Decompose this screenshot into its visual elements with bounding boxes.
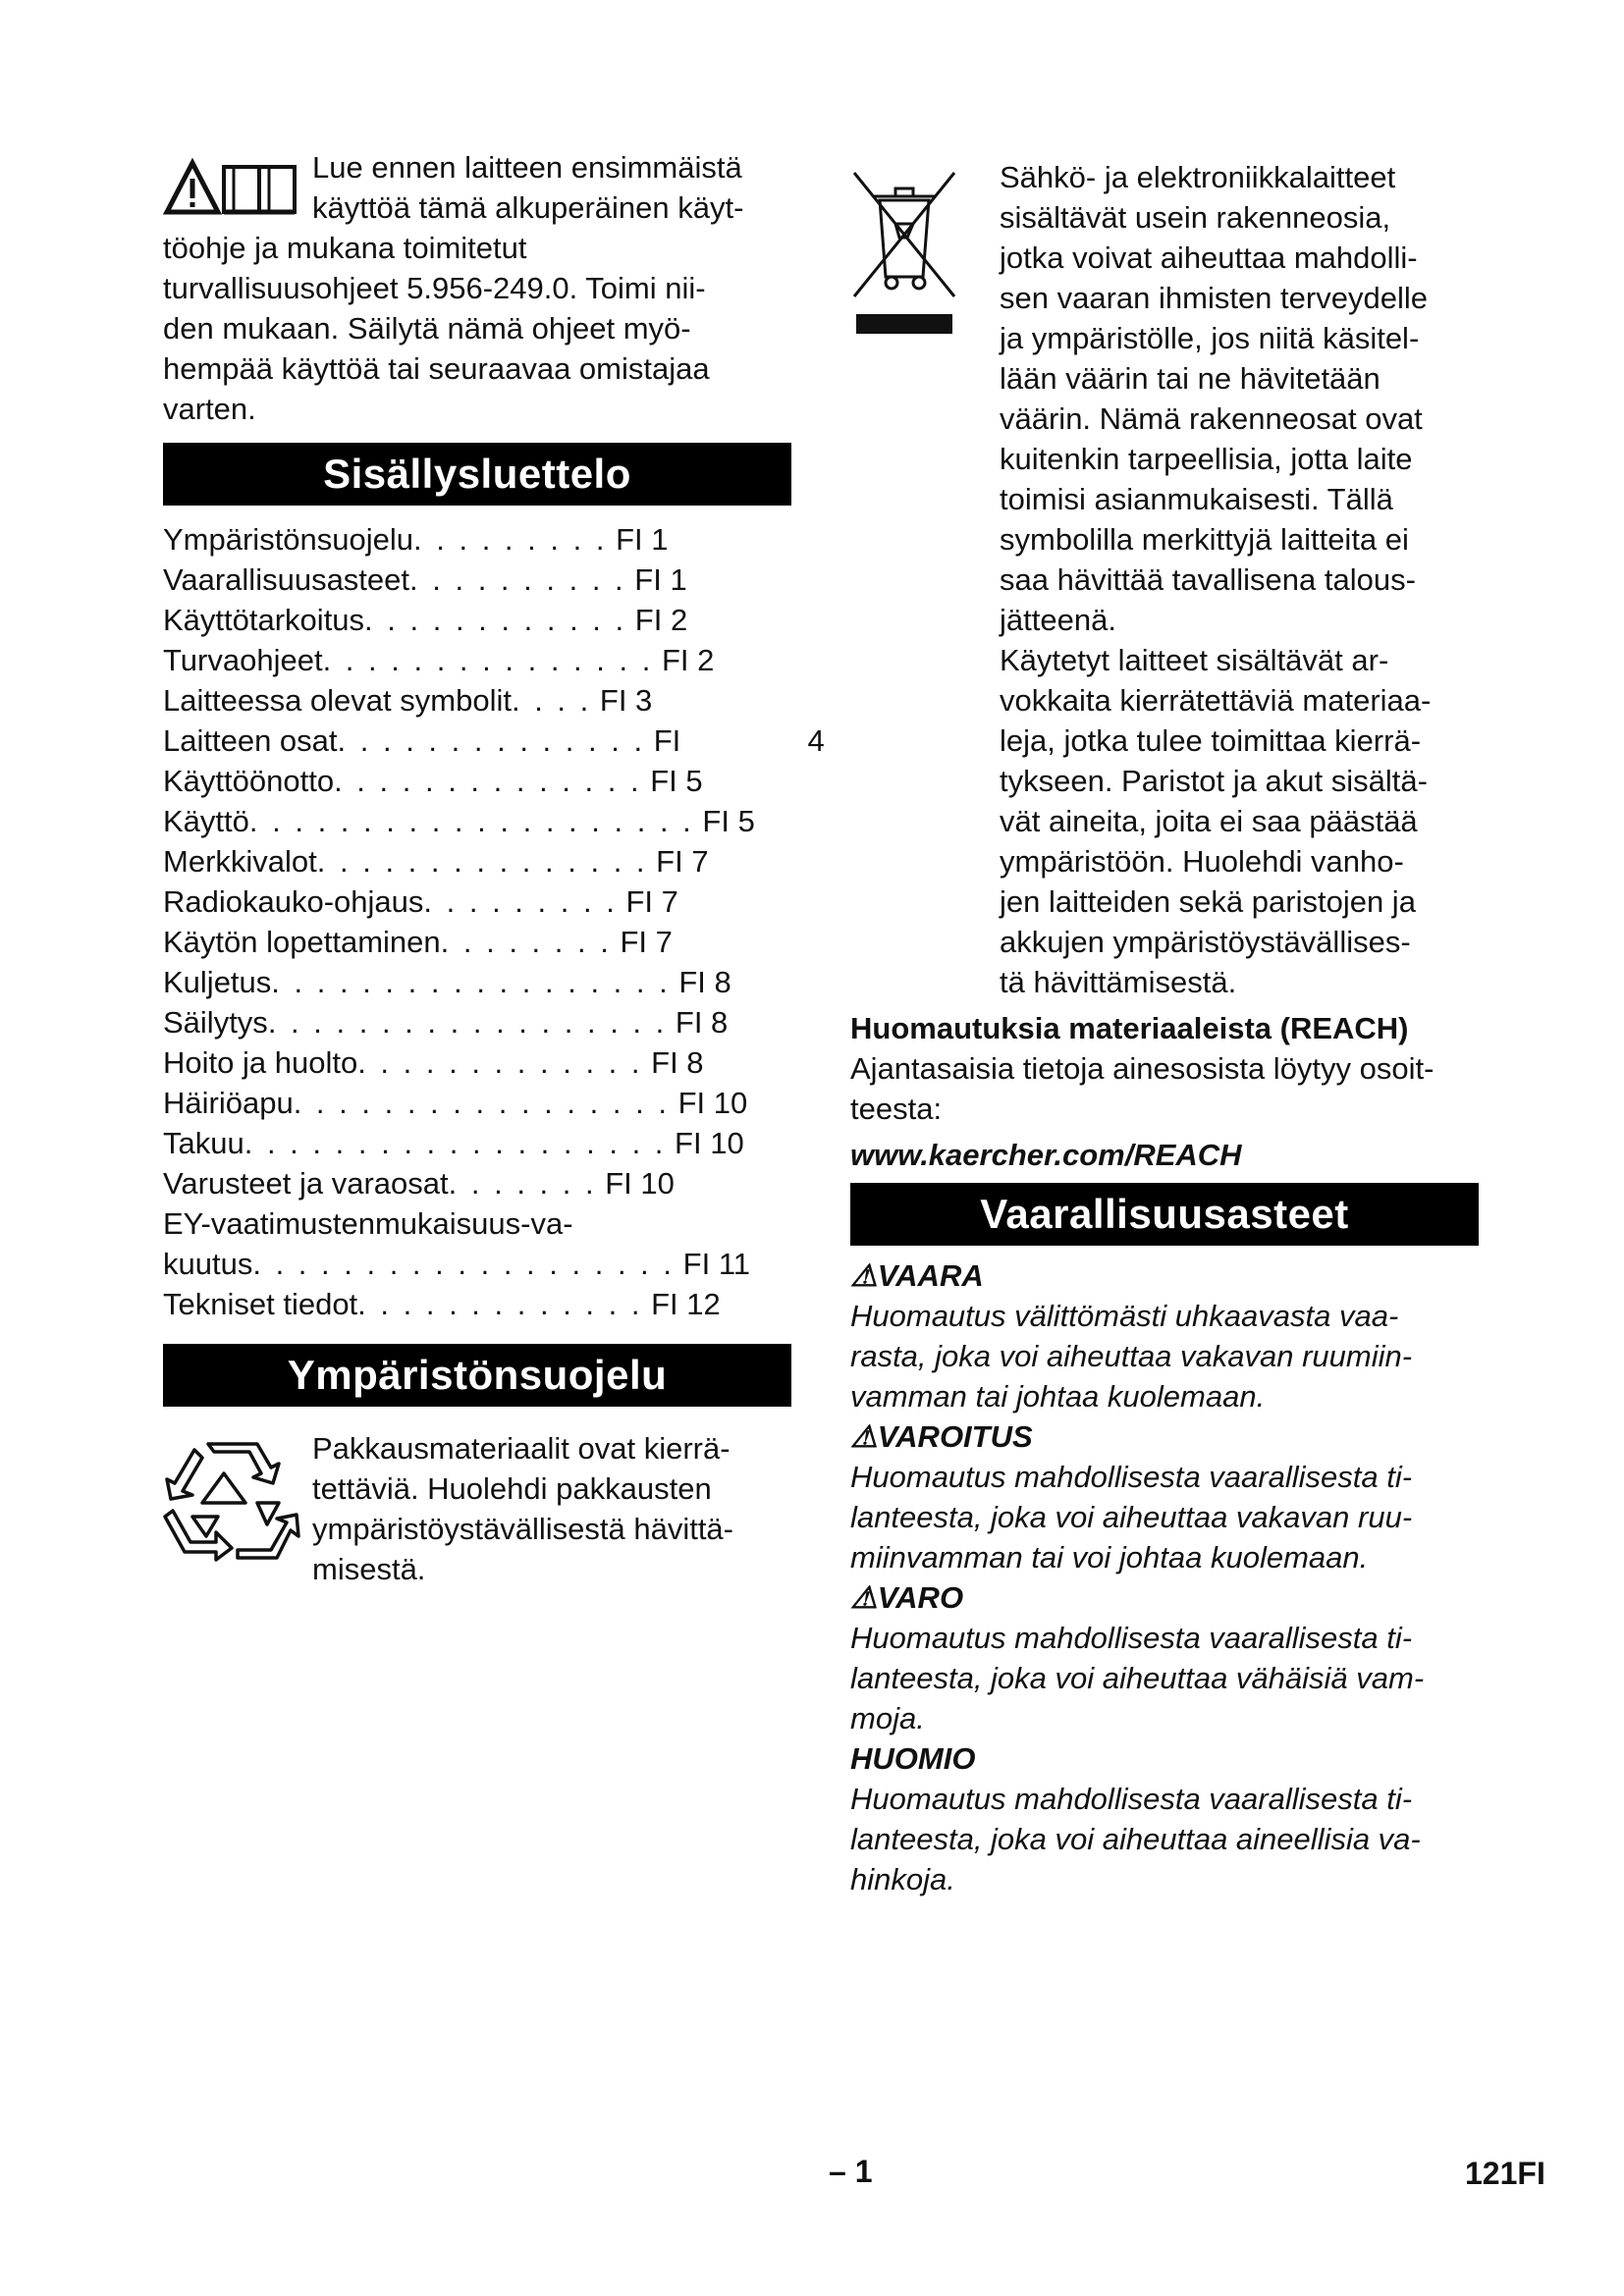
hazard-line: Huomautus mahdollisesta vaarallisesta ti- (850, 1460, 1413, 1494)
weee-line: tykseen. Paristot ja akut sisältä- (1000, 764, 1428, 798)
hazard-line: Huomautus mahdollisesta vaarallisesta ti- (850, 1621, 1413, 1655)
hazard-level-caution (850, 1577, 1479, 1738)
intro-line: töohje ja mukana toimitetut (163, 231, 527, 265)
weee-line: Sähkö- ja elektroniikkalaitteet (1000, 160, 1396, 194)
packaging-line: Pakkausmateriaalit ovat kierrä- (312, 1431, 731, 1466)
hazard-level-danger (850, 1255, 1479, 1416)
toc-entry[interactable]: Käyttöönotto . . . . . . . . . . . . . . FI 5 (163, 764, 703, 798)
reach-block (850, 1008, 1479, 1175)
toc-entry[interactable]: Ympäristönsuojelu . . . . . . . . . FI 1 (163, 522, 669, 557)
packaging-block (163, 1428, 791, 1589)
toc-entry[interactable]: kuutus . . . . . . . . . . . . . . . . . . . FI 11 (163, 1247, 750, 1281)
weee-line: akkujen ympäristöystävällises- (1000, 925, 1411, 959)
toc-heading: Sisällysluettelo (163, 443, 791, 506)
toc-entry[interactable]: Radiokauko-ohjaus . . . . . . . . . FI 7 (163, 884, 678, 919)
intro-line: Lue ennen laitteen ensimmäistä (312, 150, 742, 185)
environment-heading: Ympäristönsuojelu (163, 1344, 791, 1407)
hazard-label: HUOMIO (850, 1741, 976, 1776)
intro-line: den mukaan. Säilytä nämä ohjeet myö- (163, 311, 691, 346)
hazard-line: miinvamman tai voi johtaa kuolemaan. (850, 1540, 1369, 1575)
intro-block (163, 147, 791, 429)
hazard-line: Huomautus välittömästi uhkaavasta vaa- (850, 1299, 1399, 1333)
reach-title: Huomautuksia materiaaleista (REACH) (850, 1011, 1409, 1045)
recycle-icon (163, 1434, 300, 1562)
hazard-label: VAROITUS (877, 1419, 1033, 1454)
weee-line: lään väärin tai ne hävitetään (1000, 361, 1380, 396)
hazard-line: rasta, joka voi aiheuttaa vakavan ruumiin- (850, 1339, 1413, 1373)
toc-entry[interactable]: Tekniset tiedot . . . . . . . . . . . . . FI 12 (163, 1287, 721, 1321)
weee-line: tä hävittämisestä. (1000, 965, 1237, 999)
intro-line: hempää käyttöä tai seuraavaa omistajaa (163, 351, 710, 386)
weee-line: sen vaaran ihmisten terveydelle (1000, 281, 1428, 315)
hazard-line: moja. (850, 1701, 925, 1735)
toc-entry[interactable]: Häiriöapu . . . . . . . . . . . . . . . . . FI 10 (163, 1086, 748, 1120)
toc-entry[interactable]: Turvaohjeet . . . . . . . . . . . . . . . FI 2 (163, 643, 715, 677)
weee-block (850, 157, 1479, 1002)
reach-line: teesta: (850, 1092, 943, 1126)
hazard-line: lanteesta, joka voi aiheuttaa vähäisiä vam- (850, 1661, 1425, 1695)
toc-entry[interactable]: Vaarallisuusasteet . . . . . . . . . . FI 1 (163, 562, 687, 597)
weee-line: leja, jotka tulee toimittaa kierrä- (1000, 723, 1422, 758)
hazard-levels (850, 1255, 1479, 1899)
hazard-label: VARO (877, 1580, 964, 1615)
warning-triangle-icon: ⚠ (850, 1419, 878, 1454)
reach-line: Ajantasaisia tietoja ainesosista löytyy osoit- (850, 1051, 1435, 1086)
weee-line: vät aineita, joita ei saa päästää (1000, 804, 1418, 838)
hazard-line: vamman tai johtaa kuolemaan. (850, 1379, 1266, 1414)
hazard-heading: Vaarallisuusasteet (850, 1183, 1479, 1246)
hazard-label: VAARA (877, 1258, 984, 1293)
hazard-line: lanteesta, joka voi aiheuttaa aineellisia va- (850, 1822, 1421, 1856)
toc-entry[interactable]: Käytön lopettaminen . . . . . . . . FI 7 (163, 925, 673, 959)
toc-entry[interactable]: Käyttö . . . . . . . . . . . . . . . . . . . . FI 5 (163, 804, 755, 838)
toc-entry[interactable]: Takuu . . . . . . . . . . . . . . . . . . . FI 10 (163, 1126, 744, 1160)
warning-triangle-icon: ⚠ (850, 1580, 878, 1615)
crossed-out-bin-icon (850, 167, 958, 344)
toc-entry[interactable]: Hoito ja huolto . . . . . . . . . . . . . FI 8 (163, 1045, 704, 1080)
weee-line: Käytetyt laitteet sisältävät ar- (1000, 643, 1389, 677)
weee-line: saa hävittää tavallisena talous- (1000, 562, 1416, 597)
page-marker: – 1 (829, 2154, 873, 2189)
weee-line: jotka voivat aiheuttaa mahdolli- (1000, 240, 1418, 275)
intro-line: käyttöä tämä alkuperäinen käyt- (312, 190, 744, 225)
weee-line: symbolilla merkittyjä laitteita ei (1000, 522, 1409, 557)
weee-line: vokkaita kierrätettäviä materiaa- (1000, 683, 1432, 718)
left-column (163, 147, 825, 1589)
table-of-contents (163, 519, 825, 1324)
right-column (850, 157, 1479, 1899)
intro-line: turvallisuusohjeet 5.956-249.0. Toimi nii- (163, 271, 706, 305)
toc-entry[interactable]: Käyttötarkoitus . . . . . . . . . . . . FI 2 (163, 603, 688, 637)
packaging-line: ympäristöystävällisestä hävittä- (312, 1512, 733, 1546)
toc-entry[interactable]: Laitteessa olevat symbolit . . . . FI 3 (163, 683, 653, 718)
warning-manual-icon (163, 157, 300, 216)
hazard-level-notice (850, 1738, 1479, 1899)
packaging-line: tettäviä. Huolehdi pakkausten (312, 1471, 712, 1506)
packaging-line: misestä. (312, 1552, 426, 1586)
weee-line: kuitenkin tarpeellisia, jotta laite (1000, 442, 1413, 476)
weee-line: jätteenä. (1000, 603, 1116, 637)
hazard-line: Huomautus mahdollisesta vaarallisesta ti- (850, 1782, 1413, 1816)
hazard-line: hinkoja. (850, 1862, 955, 1896)
page-number: 121FI (1465, 2156, 1545, 2191)
toc-entry[interactable]: Merkkivalot . . . . . . . . . . . . . . . FI 7 (163, 844, 709, 879)
weee-line: toimisi asianmukaisesti. Tällä (1000, 482, 1393, 516)
toc-entry[interactable]: Säilytys . . . . . . . . . . . . . . . . . . FI 8 (163, 1005, 729, 1040)
weee-line: jen laitteiden sekä paristojen ja (1000, 884, 1416, 919)
weee-line: ympäristöön. Huolehdi vanho- (1000, 844, 1404, 879)
hazard-line: lanteesta, joka voi aiheuttaa vakavan ruu- (850, 1500, 1413, 1534)
toc-entry[interactable]: Kuljetus . . . . . . . . . . . . . . . . . . FI 8 (163, 965, 731, 999)
hazard-level-warning (850, 1416, 1479, 1577)
toc-entry[interactable]: EY-vaatimustenmukaisuus-va- (163, 1206, 573, 1241)
warning-triangle-icon: ⚠ (850, 1258, 878, 1293)
reach-url-link[interactable]: www.kaercher.com/REACH (850, 1138, 1242, 1172)
toc-entry[interactable]: Varusteet ja varaosat . . . . . . . FI 10 (163, 1166, 675, 1201)
weee-line: ja ympäristölle, jos niitä käsitel- (1000, 321, 1420, 355)
weee-line: väärin. Nämä rakenneosat ovat (1000, 401, 1423, 436)
weee-line: sisältävät usein rakenneosia, (1000, 200, 1391, 235)
toc-entry[interactable]: Laitteen osat . . . . . . . . . . . . . . FI 4 (163, 723, 825, 758)
intro-line: varten. (163, 392, 256, 426)
